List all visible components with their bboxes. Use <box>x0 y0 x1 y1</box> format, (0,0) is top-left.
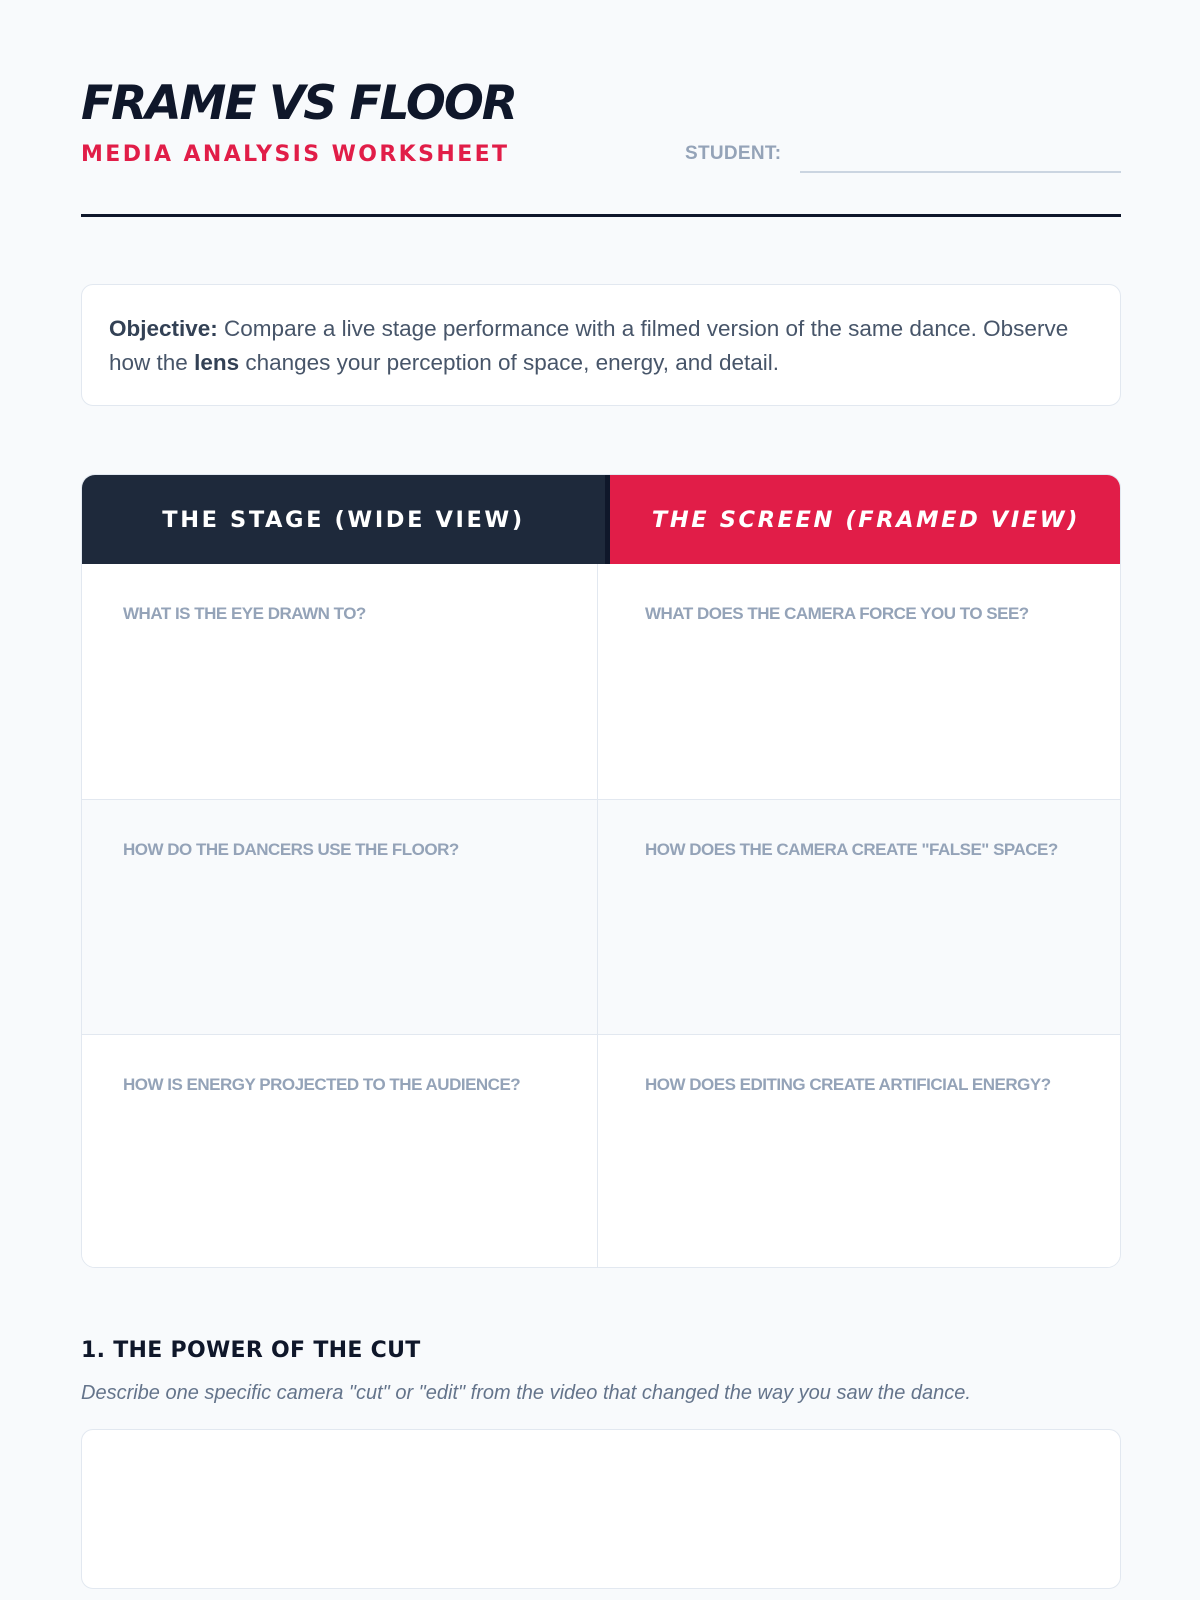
column-header-screen: THE SCREEN (FRAMED VIEW) <box>605 475 1121 564</box>
comparison-table <box>81 474 1121 1268</box>
cell-prompt: HOW IS ENERGY PROJECTED TO THE AUDIENCE? <box>123 1075 521 1094</box>
objective-text-2: changes your perception of space, energy, and detail. <box>239 350 780 375</box>
worksheet-page <box>81 0 1121 1404</box>
answer-cell-screen-space[interactable] <box>598 799 1121 1034</box>
worksheet-title: FRAME VS FLOOR <box>81 76 516 131</box>
answer-cell-screen-camera[interactable] <box>598 564 1121 799</box>
student-label: STUDENT: <box>685 143 782 164</box>
section-title-cut: 1. THE POWER OF THE CUT <box>81 1338 421 1363</box>
column-header-stage: THE STAGE (WIDE VIEW) <box>82 475 605 564</box>
student-name-field[interactable] <box>800 171 1121 173</box>
answer-cell-stage-floor[interactable] <box>82 799 598 1034</box>
answer-cell-stage-energy[interactable] <box>82 1034 598 1268</box>
cell-prompt: HOW DOES EDITING CREATE ARTIFICIAL ENERGY? <box>645 1075 1051 1094</box>
cell-prompt: HOW DO THE DANCERS USE THE FLOOR? <box>123 840 459 859</box>
worksheet-header <box>81 0 1121 217</box>
objective-box <box>81 284 1121 406</box>
worksheet-subtitle: MEDIA ANALYSIS WORKSHEET <box>81 142 510 167</box>
answer-cell-stage-eye[interactable] <box>82 564 598 799</box>
cell-prompt: HOW DOES THE CAMERA CREATE "FALSE" SPACE? <box>645 840 1058 859</box>
answer-cell-screen-editing[interactable] <box>598 1034 1121 1268</box>
objective-emphasis: lens <box>194 350 240 375</box>
objective-text-1: Compare a live stage performance with a filmed version of the same dance. Observe how the <box>109 316 1069 375</box>
cell-prompt: WHAT DOES THE CAMERA FORCE YOU TO SEE? <box>645 604 1029 623</box>
cut-answer-box[interactable] <box>81 1429 1121 1589</box>
section-description-cut: Describe one specific camera "cut" or "edit" from the video that changed the way you saw the dance. <box>81 1382 971 1404</box>
objective-label: Objective: <box>109 316 218 341</box>
cell-prompt: WHAT IS THE EYE DRAWN TO? <box>123 604 366 623</box>
